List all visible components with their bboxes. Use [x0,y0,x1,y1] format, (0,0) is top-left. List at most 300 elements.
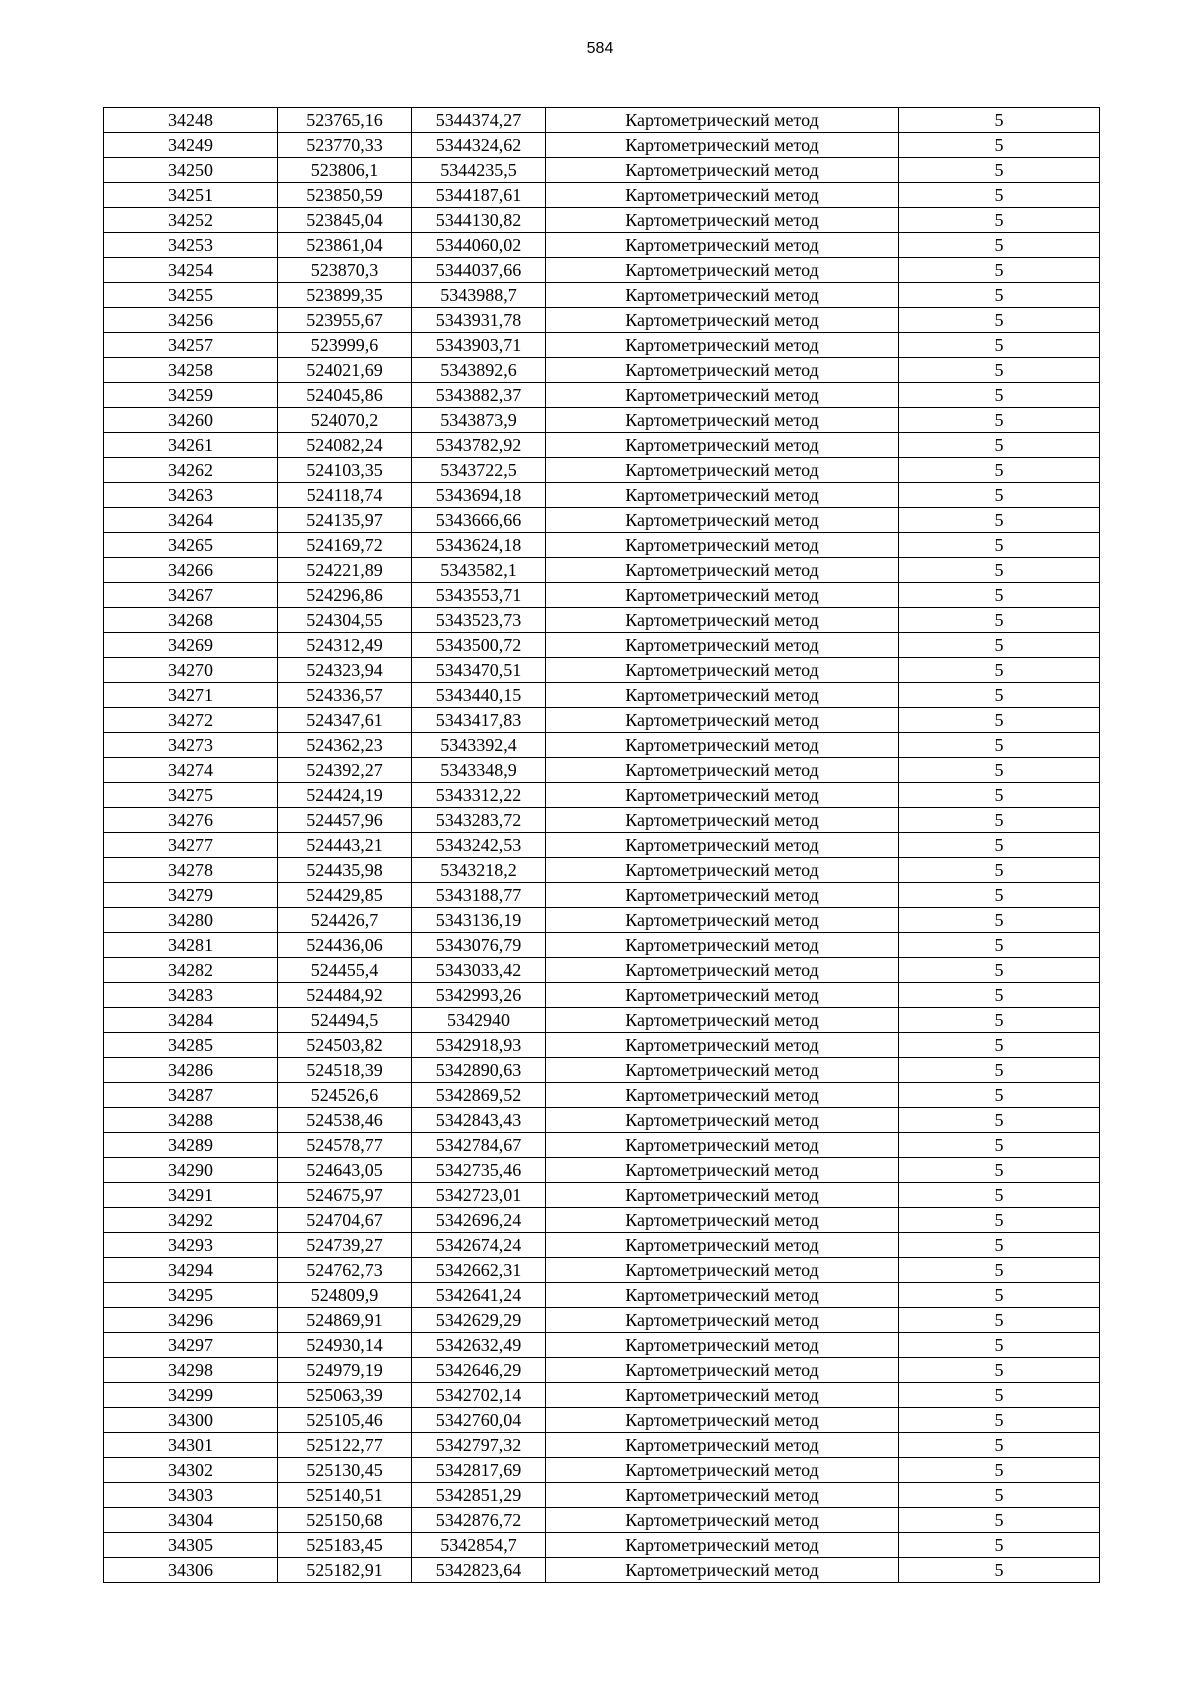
point-number-cell: 34250 [104,158,278,183]
x-coordinate-cell: 524103,35 [278,458,412,483]
y-coordinate-cell: 5343892,6 [412,358,546,383]
method-cell: Картометрический метод [546,1258,899,1283]
accuracy-cell: 5 [899,608,1100,633]
y-coordinate-cell: 5343470,51 [412,658,546,683]
y-coordinate-cell: 5343283,72 [412,808,546,833]
accuracy-cell: 5 [899,708,1100,733]
x-coordinate-cell: 524443,21 [278,833,412,858]
point-number-cell: 34254 [104,258,278,283]
accuracy-cell: 5 [899,1283,1100,1308]
method-cell: Картометрический метод [546,1183,899,1208]
point-number-cell: 34258 [104,358,278,383]
accuracy-cell: 5 [899,358,1100,383]
point-number-cell: 34273 [104,733,278,758]
y-coordinate-cell: 5342662,31 [412,1258,546,1283]
x-coordinate-cell: 524221,89 [278,558,412,583]
method-cell: Картометрический метод [546,1383,899,1408]
point-number-cell: 34253 [104,233,278,258]
point-number-cell: 34291 [104,1183,278,1208]
x-coordinate-cell: 524526,6 [278,1083,412,1108]
table-row [104,408,1100,433]
accuracy-cell: 5 [899,758,1100,783]
x-coordinate-cell: 524082,24 [278,433,412,458]
accuracy-cell: 5 [899,508,1100,533]
method-cell: Картометрический метод [546,1133,899,1158]
method-cell: Картометрический метод [546,158,899,183]
method-cell: Картометрический метод [546,708,899,733]
table-row [104,1408,1100,1433]
x-coordinate-cell: 524021,69 [278,358,412,383]
method-cell: Картометрический метод [546,208,899,233]
accuracy-cell: 5 [899,1233,1100,1258]
method-cell: Картометрический метод [546,1358,899,1383]
table-row [104,983,1100,1008]
table-row [104,1133,1100,1158]
method-cell: Картометрический метод [546,908,899,933]
table-row [104,958,1100,983]
x-coordinate-cell: 524304,55 [278,608,412,633]
accuracy-cell: 5 [899,1408,1100,1433]
table-row [104,1233,1100,1258]
x-coordinate-cell: 525063,39 [278,1383,412,1408]
method-cell: Картометрический метод [546,633,899,658]
table-row [104,1458,1100,1483]
point-number-cell: 34249 [104,133,278,158]
method-cell: Картометрический метод [546,458,899,483]
table-row [104,258,1100,283]
accuracy-cell: 5 [899,1058,1100,1083]
y-coordinate-cell: 5343312,22 [412,783,546,808]
x-coordinate-cell: 524484,92 [278,983,412,1008]
method-cell: Картометрический метод [546,1208,899,1233]
table-row [104,1158,1100,1183]
x-coordinate-cell: 524296,86 [278,583,412,608]
y-coordinate-cell: 5343988,7 [412,283,546,308]
accuracy-cell: 5 [899,458,1100,483]
accuracy-cell: 5 [899,1433,1100,1458]
point-number-cell: 34286 [104,1058,278,1083]
y-coordinate-cell: 5344324,62 [412,133,546,158]
method-cell: Картометрический метод [546,883,899,908]
point-number-cell: 34268 [104,608,278,633]
y-coordinate-cell: 5344235,5 [412,158,546,183]
x-coordinate-cell: 525140,51 [278,1483,412,1508]
x-coordinate-cell: 524739,27 [278,1233,412,1258]
point-number-cell: 34262 [104,458,278,483]
method-cell: Картометрический метод [546,1008,899,1033]
table-row [104,533,1100,558]
accuracy-cell: 5 [899,1133,1100,1158]
method-cell: Картометрический метод [546,1333,899,1358]
accuracy-cell: 5 [899,208,1100,233]
point-number-cell: 34265 [104,533,278,558]
y-coordinate-cell: 5343553,71 [412,583,546,608]
point-number-cell: 34283 [104,983,278,1008]
table-row [104,308,1100,333]
x-coordinate-cell: 524312,49 [278,633,412,658]
method-cell: Картометрический метод [546,308,899,333]
table-row [104,333,1100,358]
y-coordinate-cell: 5342674,24 [412,1233,546,1258]
accuracy-cell: 5 [899,258,1100,283]
x-coordinate-cell: 523955,67 [278,308,412,333]
y-coordinate-cell: 5344130,82 [412,208,546,233]
y-coordinate-cell: 5342843,43 [412,1108,546,1133]
point-number-cell: 34287 [104,1083,278,1108]
point-number-cell: 34281 [104,933,278,958]
table-row [104,1208,1100,1233]
table-row [104,1383,1100,1408]
accuracy-cell: 5 [899,558,1100,583]
table-row [104,608,1100,633]
accuracy-cell: 5 [899,483,1100,508]
point-number-cell: 34269 [104,633,278,658]
method-cell: Картометрический метод [546,933,899,958]
table-row [104,483,1100,508]
point-number-cell: 34289 [104,1133,278,1158]
x-coordinate-cell: 524323,94 [278,658,412,683]
point-number-cell: 34294 [104,1258,278,1283]
point-number-cell: 34277 [104,833,278,858]
accuracy-cell: 5 [899,183,1100,208]
accuracy-cell: 5 [899,683,1100,708]
point-number-cell: 34248 [104,108,278,133]
y-coordinate-cell: 5343440,15 [412,683,546,708]
y-coordinate-cell: 5342632,49 [412,1333,546,1358]
accuracy-cell: 5 [899,158,1100,183]
x-coordinate-cell: 525182,91 [278,1558,412,1583]
y-coordinate-cell: 5343523,73 [412,608,546,633]
y-coordinate-cell: 5343218,2 [412,858,546,883]
table-row [104,1508,1100,1533]
table-row [104,1183,1100,1208]
method-cell: Картометрический метод [546,1108,899,1133]
point-number-cell: 34252 [104,208,278,233]
x-coordinate-cell: 524643,05 [278,1158,412,1183]
point-number-cell: 34282 [104,958,278,983]
accuracy-cell: 5 [899,1033,1100,1058]
x-coordinate-cell: 524675,97 [278,1183,412,1208]
table-row [104,158,1100,183]
x-coordinate-cell: 523806,1 [278,158,412,183]
y-coordinate-cell: 5342641,24 [412,1283,546,1308]
method-cell: Картометрический метод [546,1408,899,1433]
x-coordinate-cell: 524169,72 [278,533,412,558]
x-coordinate-cell: 524424,19 [278,783,412,808]
accuracy-cell: 5 [899,883,1100,908]
method-cell: Картометрический метод [546,1033,899,1058]
x-coordinate-cell: 524518,39 [278,1058,412,1083]
x-coordinate-cell: 524435,98 [278,858,412,883]
method-cell: Картометрический метод [546,258,899,283]
accuracy-cell: 5 [899,833,1100,858]
method-cell: Картометрический метод [546,358,899,383]
table-row [104,633,1100,658]
y-coordinate-cell: 5343500,72 [412,633,546,658]
table-row [104,783,1100,808]
x-coordinate-cell: 525150,68 [278,1508,412,1533]
accuracy-cell: 5 [899,783,1100,808]
method-cell: Картометрический метод [546,1308,899,1333]
table-row [104,1533,1100,1558]
y-coordinate-cell: 5342702,14 [412,1383,546,1408]
table-row [104,1258,1100,1283]
y-coordinate-cell: 5342797,32 [412,1433,546,1458]
method-cell: Картометрический метод [546,1283,899,1308]
accuracy-cell: 5 [899,308,1100,333]
method-cell: Картометрический метод [546,558,899,583]
table-row [104,1033,1100,1058]
point-number-cell: 34299 [104,1383,278,1408]
point-number-cell: 34304 [104,1508,278,1533]
point-number-cell: 34288 [104,1108,278,1133]
table-row [104,933,1100,958]
y-coordinate-cell: 5342918,93 [412,1033,546,1058]
method-cell: Картометрический метод [546,533,899,558]
accuracy-cell: 5 [899,533,1100,558]
accuracy-cell: 5 [899,933,1100,958]
method-cell: Картометрический метод [546,983,899,1008]
accuracy-cell: 5 [899,233,1100,258]
table-row [104,233,1100,258]
x-coordinate-cell: 523861,04 [278,233,412,258]
accuracy-cell: 5 [899,958,1100,983]
x-coordinate-cell: 524930,14 [278,1333,412,1358]
accuracy-cell: 5 [899,1508,1100,1533]
x-coordinate-cell: 525105,46 [278,1408,412,1433]
y-coordinate-cell: 5342851,29 [412,1483,546,1508]
method-cell: Картометрический метод [546,658,899,683]
y-coordinate-cell: 5342823,64 [412,1558,546,1583]
x-coordinate-cell: 524362,23 [278,733,412,758]
y-coordinate-cell: 5342629,29 [412,1308,546,1333]
method-cell: Картометрический метод [546,108,899,133]
method-cell: Картометрический метод [546,858,899,883]
table-row [104,1058,1100,1083]
y-coordinate-cell: 5344037,66 [412,258,546,283]
accuracy-cell: 5 [899,583,1100,608]
method-cell: Картометрический метод [546,433,899,458]
table-row [104,133,1100,158]
point-number-cell: 34272 [104,708,278,733]
x-coordinate-cell: 524494,5 [278,1008,412,1033]
y-coordinate-cell: 5342784,67 [412,1133,546,1158]
x-coordinate-cell: 524762,73 [278,1258,412,1283]
method-cell: Картометрический метод [546,333,899,358]
method-cell: Картометрический метод [546,1158,899,1183]
accuracy-cell: 5 [899,1158,1100,1183]
y-coordinate-cell: 5342869,52 [412,1083,546,1108]
accuracy-cell: 5 [899,1008,1100,1033]
y-coordinate-cell: 5343033,42 [412,958,546,983]
y-coordinate-cell: 5343903,71 [412,333,546,358]
accuracy-cell: 5 [899,108,1100,133]
point-number-cell: 34296 [104,1308,278,1333]
accuracy-cell: 5 [899,1208,1100,1233]
point-number-cell: 34293 [104,1233,278,1258]
y-coordinate-cell: 5342876,72 [412,1508,546,1533]
table-row [104,1358,1100,1383]
point-number-cell: 34271 [104,683,278,708]
accuracy-cell: 5 [899,133,1100,158]
method-cell: Картометрический метод [546,1558,899,1583]
x-coordinate-cell: 524426,7 [278,908,412,933]
table-row [104,1008,1100,1033]
method-cell: Картометрический метод [546,783,899,808]
table-row [104,1083,1100,1108]
x-coordinate-cell: 524118,74 [278,483,412,508]
accuracy-cell: 5 [899,658,1100,683]
x-coordinate-cell: 524503,82 [278,1033,412,1058]
point-number-cell: 34259 [104,383,278,408]
x-coordinate-cell: 524457,96 [278,808,412,833]
method-cell: Картометрический метод [546,1533,899,1558]
method-cell: Картометрический метод [546,508,899,533]
point-number-cell: 34276 [104,808,278,833]
y-coordinate-cell: 5343076,79 [412,933,546,958]
point-number-cell: 34256 [104,308,278,333]
accuracy-cell: 5 [899,1533,1100,1558]
table-row [104,733,1100,758]
y-coordinate-cell: 5343136,19 [412,908,546,933]
accuracy-cell: 5 [899,1333,1100,1358]
x-coordinate-cell: 524979,19 [278,1358,412,1383]
y-coordinate-cell: 5342993,26 [412,983,546,1008]
y-coordinate-cell: 5342760,04 [412,1408,546,1433]
accuracy-cell: 5 [899,1108,1100,1133]
table-row [104,758,1100,783]
y-coordinate-cell: 5343694,18 [412,483,546,508]
accuracy-cell: 5 [899,1308,1100,1333]
accuracy-cell: 5 [899,283,1100,308]
accuracy-cell: 5 [899,1258,1100,1283]
method-cell: Картометрический метод [546,483,899,508]
table-row [104,1283,1100,1308]
table-row [104,208,1100,233]
point-number-cell: 34278 [104,858,278,883]
y-coordinate-cell: 5342723,01 [412,1183,546,1208]
point-number-cell: 34297 [104,1333,278,1358]
method-cell: Картометрический метод [546,608,899,633]
y-coordinate-cell: 5342940 [412,1008,546,1033]
table-row [104,883,1100,908]
method-cell: Картометрический метод [546,958,899,983]
y-coordinate-cell: 5342646,29 [412,1358,546,1383]
x-coordinate-cell: 524869,91 [278,1308,412,1333]
method-cell: Картометрический метод [546,1233,899,1258]
table-row [104,833,1100,858]
method-cell: Картометрический метод [546,133,899,158]
point-number-cell: 34300 [104,1408,278,1433]
point-number-cell: 34266 [104,558,278,583]
method-cell: Картометрический метод [546,1433,899,1458]
x-coordinate-cell: 524455,4 [278,958,412,983]
y-coordinate-cell: 5342854,7 [412,1533,546,1558]
point-number-cell: 34305 [104,1533,278,1558]
accuracy-cell: 5 [899,408,1100,433]
x-coordinate-cell: 523850,59 [278,183,412,208]
x-coordinate-cell: 524392,27 [278,758,412,783]
accuracy-cell: 5 [899,908,1100,933]
y-coordinate-cell: 5344187,61 [412,183,546,208]
x-coordinate-cell: 524070,2 [278,408,412,433]
point-number-cell: 34301 [104,1433,278,1458]
table-row [104,808,1100,833]
y-coordinate-cell: 5343188,77 [412,883,546,908]
table-row [104,1433,1100,1458]
method-cell: Картометрический метод [546,1083,899,1108]
method-cell: Картометрический метод [546,233,899,258]
x-coordinate-cell: 524704,67 [278,1208,412,1233]
x-coordinate-cell: 524336,57 [278,683,412,708]
point-number-cell: 34302 [104,1458,278,1483]
table-row [104,358,1100,383]
x-coordinate-cell: 523845,04 [278,208,412,233]
method-cell: Картометрический метод [546,1508,899,1533]
point-number-cell: 34279 [104,883,278,908]
point-number-cell: 34261 [104,433,278,458]
y-coordinate-cell: 5343722,5 [412,458,546,483]
table-row [104,433,1100,458]
coordinates-table [103,107,1100,1583]
x-coordinate-cell: 524578,77 [278,1133,412,1158]
method-cell: Картометрический метод [546,758,899,783]
table-row [104,708,1100,733]
x-coordinate-cell: 525130,45 [278,1458,412,1483]
point-number-cell: 34285 [104,1033,278,1058]
point-number-cell: 34255 [104,283,278,308]
table-row [104,283,1100,308]
accuracy-cell: 5 [899,1458,1100,1483]
accuracy-cell: 5 [899,433,1100,458]
x-coordinate-cell: 524538,46 [278,1108,412,1133]
accuracy-cell: 5 [899,1183,1100,1208]
point-number-cell: 34263 [104,483,278,508]
y-coordinate-cell: 5344060,02 [412,233,546,258]
point-number-cell: 34264 [104,508,278,533]
y-coordinate-cell: 5342817,69 [412,1458,546,1483]
x-coordinate-cell: 524429,85 [278,883,412,908]
point-number-cell: 34295 [104,1283,278,1308]
accuracy-cell: 5 [899,633,1100,658]
x-coordinate-cell: 525122,77 [278,1433,412,1458]
accuracy-cell: 5 [899,858,1100,883]
point-number-cell: 34290 [104,1158,278,1183]
point-number-cell: 34257 [104,333,278,358]
x-coordinate-cell: 523870,3 [278,258,412,283]
x-coordinate-cell: 523770,33 [278,133,412,158]
accuracy-cell: 5 [899,1383,1100,1408]
table-row [104,558,1100,583]
point-number-cell: 34270 [104,658,278,683]
table-row [104,1308,1100,1333]
x-coordinate-cell: 523899,35 [278,283,412,308]
y-coordinate-cell: 5343242,53 [412,833,546,858]
point-number-cell: 34251 [104,183,278,208]
x-coordinate-cell: 523999,6 [278,333,412,358]
method-cell: Картометрический метод [546,383,899,408]
x-coordinate-cell: 524809,9 [278,1283,412,1308]
table-row [104,383,1100,408]
method-cell: Картометрический метод [546,183,899,208]
table-row [104,683,1100,708]
point-number-cell: 34292 [104,1208,278,1233]
y-coordinate-cell: 5343417,83 [412,708,546,733]
point-number-cell: 34306 [104,1558,278,1583]
x-coordinate-cell: 524045,86 [278,383,412,408]
y-coordinate-cell: 5343392,4 [412,733,546,758]
method-cell: Картометрический метод [546,583,899,608]
